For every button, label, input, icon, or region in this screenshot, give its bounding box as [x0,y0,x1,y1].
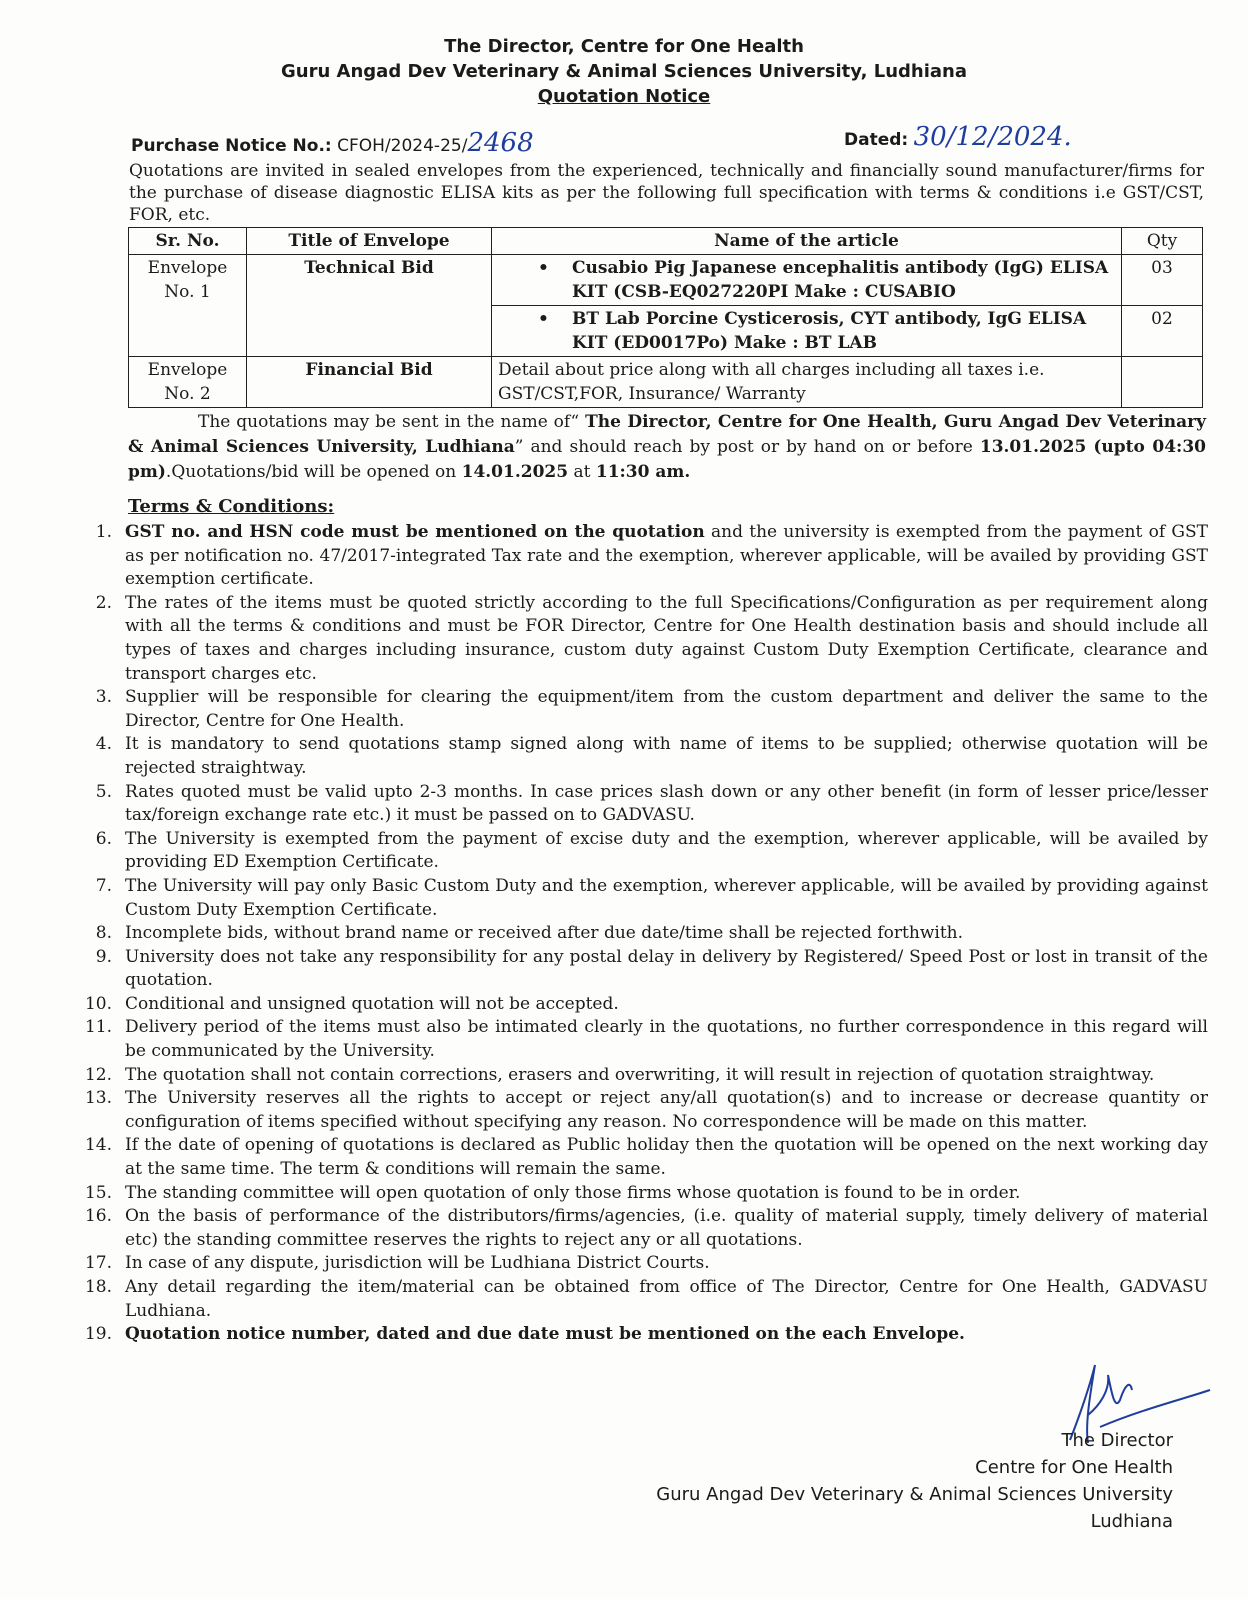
letterhead [0,34,1248,109]
terms-item-bold: GST no. and HSN code must be mentioned on the quotation [125,522,705,542]
send-text-4: at [568,462,596,482]
terms-item-number: 16. [84,1206,112,1227]
terms-item-number: 9. [95,946,112,967]
terms-item [80,993,1208,1017]
terms-item [80,1087,1208,1134]
terms-item-text: It is mandatory to send quotations stamp signed along with name of items to be supplied; otherwise quotation will be rejected straightway. [125,734,1208,778]
item-2-qty: 02 [1122,306,1203,357]
terms-item-text: In case of any dispute, jurisdiction will be Ludhiana District Courts. [125,1253,710,1274]
terms-item [80,1205,1208,1252]
terms-item [80,828,1208,875]
opening-date: 14.01.2025 [461,462,569,482]
terms-item [80,1064,1208,1088]
due-date: 13.01.2025 [979,437,1087,457]
table-row [129,255,1203,306]
terms-item-text: and the university is exempted from the payment of GST as per notification no. 47/2017-integrated Tax rate and the exemption, wherever applicable, will be availed by providing GST exemption certificate. [125,522,1208,590]
terms-item-number: 18. [84,1277,112,1297]
terms-item [80,686,1208,733]
terms-item [80,875,1208,922]
table-row [129,357,1203,408]
terms-item [80,733,1208,780]
terms-item-text: The University is exempted from the payment of excise duty and the exemption, wherever applicable, will be availed by providing ED Exemption Certificate. [125,828,1208,873]
terms-item-number: 17. [84,1253,112,1274]
notice-label: Purchase Notice No.: [131,136,332,156]
terms-item-number: 5. [95,781,112,802]
dated-handwritten: 30/12/2024. [913,122,1072,152]
purchase-notice-line [131,122,1211,158]
send-text-3: .Quotations/bid will be opened on [165,462,462,482]
terms-item-text: Incomplete bids, without brand name or received after due date/time shall be rejected forthwith. [125,923,963,944]
send-text-1: The quotations may be sent in the name of“ [198,412,586,432]
terms-item-bold: Quotation notice number, dated and due date must be mentioned on the each Envelope. [125,1324,965,1345]
terms-item-text: The standing committee will open quotation of only those firms whose quotation is found to be in order. [125,1182,1021,1203]
env1-title: Technical Bid [247,255,492,357]
intro-paragraph: Quotations are invited in sealed envelopes from the experienced, technically and financially sound manufacturer/firms for the purchase of disease diagnostic ELISA kits as per the following full specification with terms & conditions i.e GST/CST, FOR, etc. [129,161,1204,225]
terms-item-text: Rates quoted must be valid upto 2-3 months. In case prices slash down or any other benefit (in form of lesser price/lesser tax/foreign exchange rate etc.) it must be passed on to GADVASU. [125,781,1208,826]
opening-time: 11:30 am. [595,462,691,482]
terms-item [80,1016,1208,1063]
header-line-1: The Director, Centre for One Health [444,36,804,57]
terms-item [80,1182,1208,1206]
terms-item [80,521,1208,592]
terms-item [80,1134,1208,1181]
terms-item [80,1252,1208,1276]
terms-heading: Terms & Conditions: [128,496,335,517]
signatory-title: The Director [1061,1430,1173,1451]
terms-item-text: The rates of the items must be quoted strictly according to the full Specifications/Configuration as per requirement along with all the terms & conditions and must be FOR Director, Centre for One Health destination basis and should include all types of taxes and charges including insurance, custom duty against Custom Duty Exemption Certificate, clearance and transport charges etc. [125,592,1208,684]
send-text-2: ” and should reach by post or by hand on or before [514,437,980,457]
header-title: Title of Envelope [247,228,492,255]
signature-block [656,1427,1173,1535]
terms-item [80,781,1208,828]
terms-item-text: On the basis of performance of the distributors/firms/agencies, (i.e. quality of material supply, timely delivery of material etc) the standing committee reserves the rights to reject any or all quotations. [125,1206,1208,1250]
env2-title: Financial Bid [247,357,492,408]
header-qty: Qty [1122,228,1203,255]
notice-number-prefix: CFOH/2024-25/ [337,136,468,156]
terms-item-text: Any detail regarding the item/material can be obtained from office of The Director, Centre for One Health, GADVASU Ludhiana. [125,1277,1208,1321]
terms-item-number: 4. [95,734,112,755]
terms-item-number: 10. [84,993,112,1014]
terms-item-text: Delivery period of the items must also be intimated clearly in the quotations, no further correspondence in this regard will be communicated by the University. [125,1017,1208,1062]
terms-item-number: 11. [84,1017,112,1038]
header-line-2: Guru Angad Dev Veterinary & Animal Sciences University, Ludhiana [281,61,967,82]
terms-item-number: 19. [84,1324,112,1345]
env2-qty-empty [1122,357,1203,408]
envelope-table [128,227,1203,408]
terms-item-number: 7. [95,875,112,896]
header-article: Name of the article [492,228,1122,255]
terms-item-number: 14. [84,1135,112,1156]
env1-number: Envelope No. 1 [129,255,247,357]
terms-item-text: The quotation shall not contain corrections, erasers and overwriting, it will result in rejection of quotation straightway. [125,1064,1155,1085]
terms-item-number: 3. [95,687,112,708]
terms-item-text: If the date of opening of quotations is declared as Public holiday then the quotation will be opened on the next working day at the same time. The term & conditions will remain the same. [125,1135,1208,1180]
terms-item-text: Supplier will be responsible for clearing the equipment/item from the custom department and deliver the same to the Director, Centre for One Health. [125,687,1208,731]
header-sr-no: Sr. No. [129,228,247,255]
item-1: • Cusabio Pig Japanese encephalitis antibody (IgG) ELISA KIT (CSB-EQ027220PI Make : CUSABIO [492,255,1122,306]
send-addressee: The Director, Centre for One Health, Guru Angad Dev Veterinary & Animal Sciences University, Ludhiana [128,412,1206,457]
notice-number-handwritten: 2468 [467,128,534,158]
terms-item-number: 8. [95,923,112,944]
dated-label: Dated: [844,130,909,150]
signatory-centre: Centre for One Health [975,1457,1173,1478]
item-1-qty: 03 [1122,255,1203,306]
submission-paragraph [128,410,1206,485]
signatory-university: Guru Angad Dev Veterinary & Animal Sciences University [656,1484,1173,1505]
terms-item [80,1276,1208,1323]
document-title: Quotation Notice [537,86,711,107]
due-time: (upto 04:30 pm) [128,437,1206,482]
terms-item [80,922,1208,946]
dated-group [844,122,1072,152]
item-2: • BT Lab Porcine Cysticerosis, CYT antibody, IgG ELISA KIT (ED0017Po) Make : BT LAB [492,306,1122,357]
terms-item-number: 13. [84,1088,112,1109]
terms-item-text: The University reserves all the rights to accept or reject any/all quotation(s) and to increase or decrease quantity or configuration of items specified without specifying any reason. No correspondence will be made on this matter. [125,1088,1208,1132]
terms-item [80,592,1208,686]
terms-item-number: 1. [95,522,112,542]
terms-item-number: 6. [95,828,112,849]
signatory-city: Ludhiana [1090,1511,1173,1532]
terms-item [80,1323,1208,1347]
env2-detail: Detail about price along with all charges including all taxes i.e. GST/CST,FOR, Insurance/ Warranty [492,357,1122,408]
table-header-row [129,228,1203,255]
terms-item-text: Conditional and unsigned quotation will not be accepted. [125,993,619,1014]
terms-item-number: 2. [95,592,112,613]
env2-number: Envelope No. 2 [129,357,247,408]
terms-item-text: University does not take any responsibility for any postal delay in delivery by Registered/ Speed Post or lost in transit of the quotation. [125,946,1208,991]
terms-item-number: 12. [84,1064,112,1085]
terms-item-number: 15. [84,1182,112,1203]
terms-list [80,521,1208,1347]
terms-item-text: The University will pay only Basic Custom Duty and the exemption, wherever applicable, will be availed by providing against Custom Duty Exemption Certificate. [125,875,1208,920]
terms-item [80,946,1208,993]
